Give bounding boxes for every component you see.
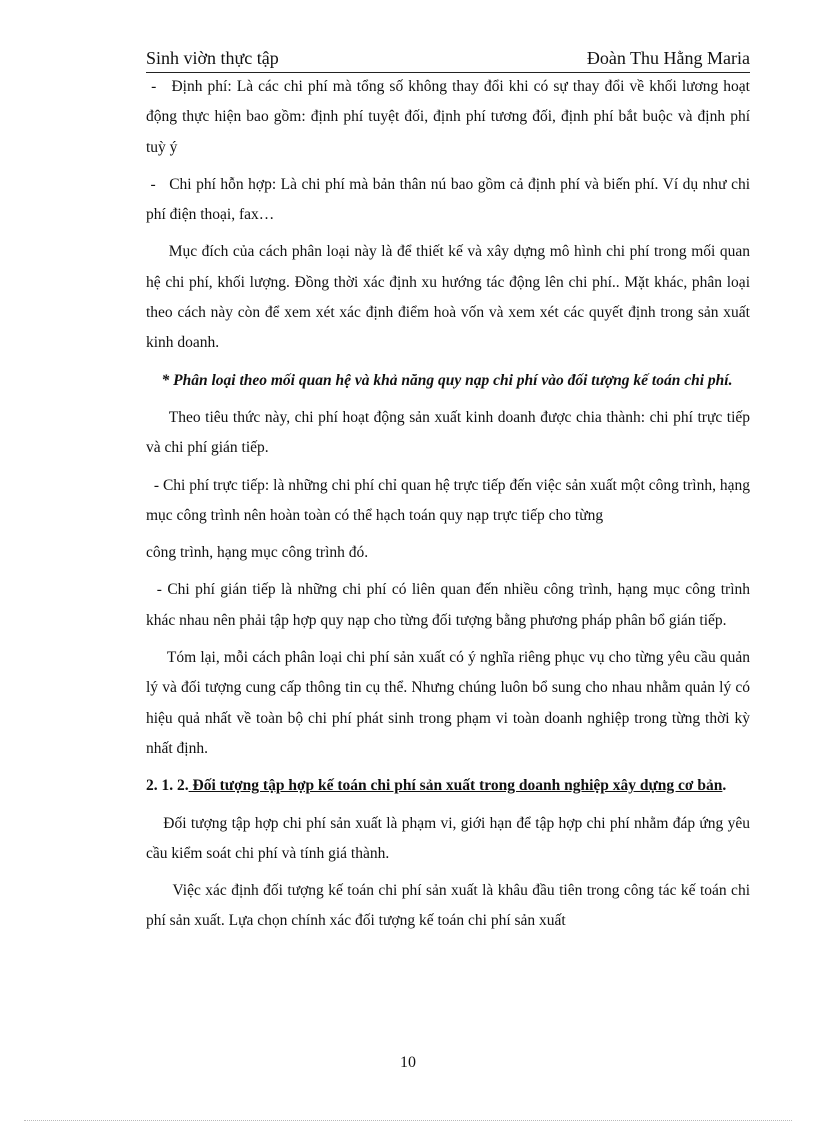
page-header bbox=[146, 48, 750, 72]
paragraph: Đối tượng tập hợp chi phí sản xuất là phạm vi, giới hạn để tập hợp chi phí nhằm đáp ứng yêu cầu kiểm soát chi phí và tính giá thành. bbox=[146, 814, 754, 862]
page-number: 10 bbox=[400, 1054, 416, 1071]
paragraph: - Chi phí trực tiếp: là những chi phí chỉ quan hệ trực tiếp đến việc sản xuất một công trình, hạng mục công trình nên hoàn toàn có thể hạch toán quy nạp trực tiếp cho từng bbox=[146, 476, 754, 524]
paragraph: Theo tiêu thức này, chi phí hoạt động sản xuất kinh doanh được chia thành: chi phí trực tiếp và chi phí gián tiếp. bbox=[146, 408, 754, 457]
section-number: 2. 1. 2. bbox=[146, 777, 189, 795]
document-body bbox=[146, 72, 754, 937]
paragraph: - Chi phí gián tiếp là những chi phí có liên quan đến nhiều công trình, hạng mục công trình khác nhau nên phải tập hợp quy nạp cho từng đối tượng bằng phương pháp phân bổ gián tiếp. bbox=[146, 581, 754, 629]
paragraph: - Định phí: Là các chi phí mà tổng số không thay đổi khi có sự thay đổi về khối lương hoạt động thực hiện bao gồm: định phí tuyệt đối, định phí tương đối, định phí bắt buộc và định phí tuỳ ý bbox=[146, 78, 754, 156]
header-right: Đoàn Thu Hằng Maria bbox=[586, 48, 750, 68]
section-title: Đối tượng tập hợp kế toán chi phí sản xuất trong doanh nghiệp xây dựng cơ bản bbox=[188, 777, 723, 795]
page-bottom-border bbox=[24, 1120, 792, 1121]
section-heading bbox=[146, 771, 750, 801]
subheading: * Phân loại theo mối quan hệ và khả năng quy nạp chi phí vào đối tượng kế toán chi phí. bbox=[146, 371, 733, 389]
header-left: Sinh viờn thực tập bbox=[146, 48, 279, 68]
paragraph: Tóm lại, mỗi cách phân loại chi phí sản xuất có ý nghĩa riêng phục vụ cho từng yêu cầu quản lý và đối tượng cung cấp thông tin cụ thể. Nhưng chúng luôn bổ sung cho nhau nhằm quản lý có hiệu quả nhất về toàn bộ chi phí phát sinh trong phạm vi toàn doanh nghiệp trong từng thời kỳ nhất định. bbox=[146, 649, 754, 757]
paragraph: công trình, hạng mục công trình đó. bbox=[146, 544, 369, 562]
paragraph: Mục đích của cách phân loại này là để thiết kế và xây dựng mô hình chi phí trong mối quan hệ chi phí, khối lượng. Đồng thời xác định xu hướng tác động lên chi phí.. Mặt khác, phân loại theo cách này còn để xem xét xác định điểm hoà vốn và xem xét các quyết định trong sản xuất kinh doanh. bbox=[146, 243, 754, 352]
paragraph: - Chi phí hỗn hợp: Là chi phí mà bản thân nú bao gồm cả định phí và biến phí. Ví dụ như chi phí điện thoại, fax… bbox=[146, 175, 754, 224]
paragraph: Việc xác định đối tượng kế toán chi phí sản xuất là khâu đầu tiên trong công tác kế toán chi phí sản xuất. Lựa chọn chính xác đối tượng kế toán chi phí sản xuất bbox=[146, 882, 754, 930]
section-end: . bbox=[722, 777, 727, 795]
